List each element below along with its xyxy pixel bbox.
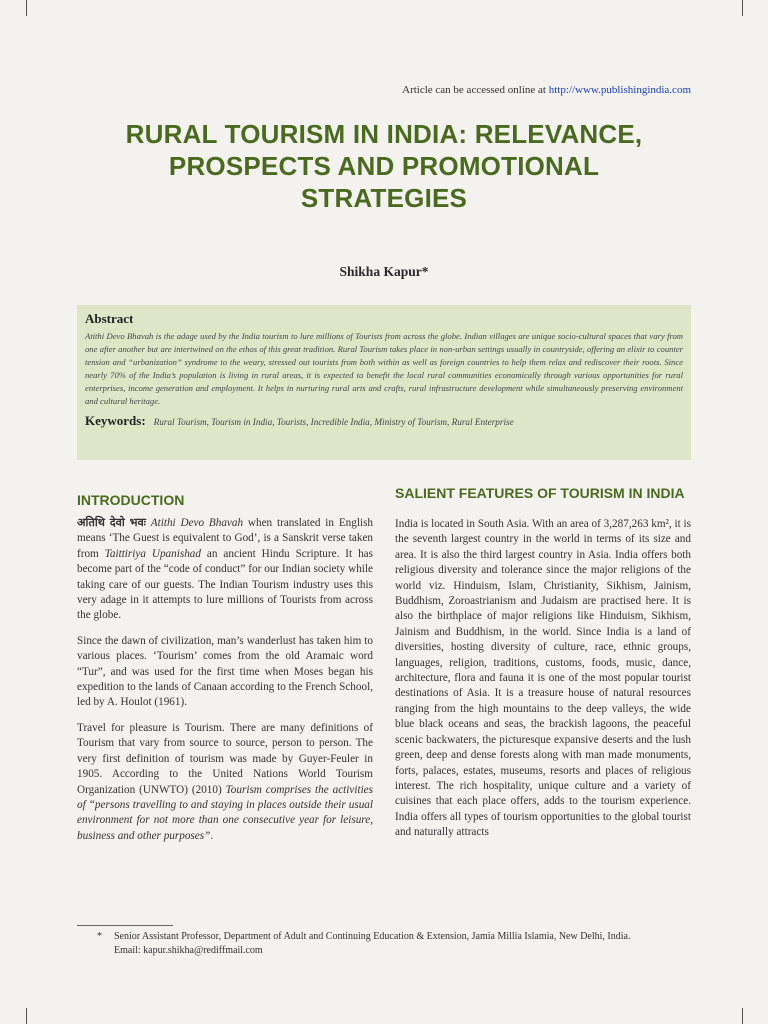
- footnote-marker: *: [97, 931, 102, 942]
- keywords-label: Keywords:: [85, 412, 146, 428]
- intro-p3-definition: Tourism comprises the activities of “persons travelling to and staying in places outside their usual environment for not more than one consecutive year for leisure, business and other purposes”: [77, 783, 374, 842]
- intro-p1-text-a: when translated in English means ‘The Guest is equivalent to God’, is a Sanskrit verse taken from: [77, 517, 374, 560]
- intro-italic-phrase: Atithi Devo Bhavah: [150, 517, 244, 529]
- section-heading-introduction: INTRODUCTION: [77, 492, 185, 508]
- section-heading-salient-features: SALIENT FEATURES OF TOURISM IN INDIA: [395, 485, 685, 501]
- keywords-list: Rural Tourism, Tourism in India, Tourists, Incredible India, Ministry of Tourism, Rural Enterprise: [153, 416, 514, 427]
- intro-p1-text-b: an ancient Hindu Scripture. It has become part of the “code of conduct” for our Indian society while taking care of our guests. The Indian Tourism industry uses this very adage in it attempts to lure millions of Tourists from across the globe.: [77, 547, 373, 622]
- publisher-link[interactable]: http://www.publishingindia.com: [548, 84, 691, 96]
- crop-mark-top-right: [742, 0, 743, 16]
- footnote-line-1: Senior Assistant Professor, Department of Adult and Continuing Education & Extension, Jamia Millia Islamia, New Delhi, India.: [114, 931, 631, 942]
- author-name: Shikha Kapur*: [339, 264, 429, 279]
- footnote: [97, 930, 700, 958]
- access-text: Article can be accessed online at: [402, 84, 549, 96]
- crop-mark-top-left: [26, 0, 27, 16]
- abstract-box: [77, 305, 691, 460]
- intro-paragraph-1: [77, 516, 373, 624]
- intro-p3-text: Travel for pleasure is Tourism. There are many definitions of Tourism that vary from source to source, person to person. The very first definition of tourism was made by Guyer-Feuler in 1905. According to the United Nations World Tourism Organization (UNWTO) (2010): [77, 721, 373, 796]
- left-column: [77, 480, 373, 844]
- intro-p3-end: .: [210, 829, 214, 842]
- footnote-rule: [77, 925, 173, 926]
- footnote-email: Email: kapur.shikha@rediffmail.com: [114, 945, 263, 956]
- intro-paragraph-3: [77, 721, 373, 844]
- keywords-row: [85, 413, 683, 429]
- article-title: RURAL TOURISM IN INDIA: RELEVANCE, PROSPECTS AND PROMOTIONAL STRATEGIES: [125, 119, 643, 213]
- online-access-note: [402, 84, 691, 96]
- intro-paragraph-2: Since the dawn of civilization, man’s wanderlust has taken him to various places. ‘Tourism’ comes from the old Aramaic word “Tur”, and was used for the first time when Moses began his expedition to the lands of Canaan according to the French School, led by A. Houlot (1961).: [77, 634, 373, 709]
- abstract-text: Atithi Devo Bhavah is the adage used by the India tourism to lure millions of Tourists from across the globe. Indian villages are unique socio-cultural spaces that vary from one after another but are intertwined on the ethos of this great tradition. Rural Tourism takes place in non-urban settings usually in countryside, offering an elixir to counter tension and “urbanization” syndrome to the weary, stressed out tourists from both within as well as foreign countries to help them relax and rediscover their roots. Since nearly 70% of the India’s population is living in rural areas, it is expected to benefit the local rural communities economically through various opportunities for rural enterprises, income generation and employment. It helps in nurturing rural arts and crafts, rural infrastructure development while simultaneously preserving environment and cultural heritage.: [85, 331, 683, 407]
- right-column: [395, 480, 691, 841]
- salient-paragraph-1: India is located in South Asia. With an area of 3,287,263 km², it is the seventh largest country in the world in terms of its size and area. It is also the third largest country in Asia. India offers both religious diversity and tolerance since the major religions of the world viz. Hinduism, Islam, Christianity, Sikhism, Jainism, Buddhism, Zoroastrianism and Judaism are practised here. It is also the birthplace of major religions like Hinduism, Sikhism, Jainism and Buddhism, in the world. Since India is a land of diversities, hosting diversity of culture, race, ethnic groups, languages, religion, traditions, customs, foods, music, dance, architecture, flora and fauna it is one of the most popular tourist destinations of Asia. It is a treasure house of natural resources ranging from the high mountains to the deep valleys, the wide blue black oceans and seas, the brackish lagoons, the peaceful scenic backwaters, the picturesque expansive deserts and the lush green, deep and dense forests along with man made monuments, forts, palaces, estates, museums, resorts and places of religious interest. The rich hospitality, unique culture and a variety of cuisines that each place offers, adds to the tourism experience. India offers all types of tourism opportunities to the global tourist and naturally attracts: [395, 518, 691, 839]
- crop-mark-bottom-right: [742, 1008, 743, 1024]
- devanagari-phrase: अतिथि देवो भवः: [77, 517, 146, 529]
- footnote-affiliation: [97, 930, 700, 944]
- abstract-heading: Abstract: [85, 311, 134, 326]
- crop-mark-bottom-left: [26, 1008, 27, 1024]
- intro-italic-scripture: Taittiriya Upanishad: [104, 547, 201, 560]
